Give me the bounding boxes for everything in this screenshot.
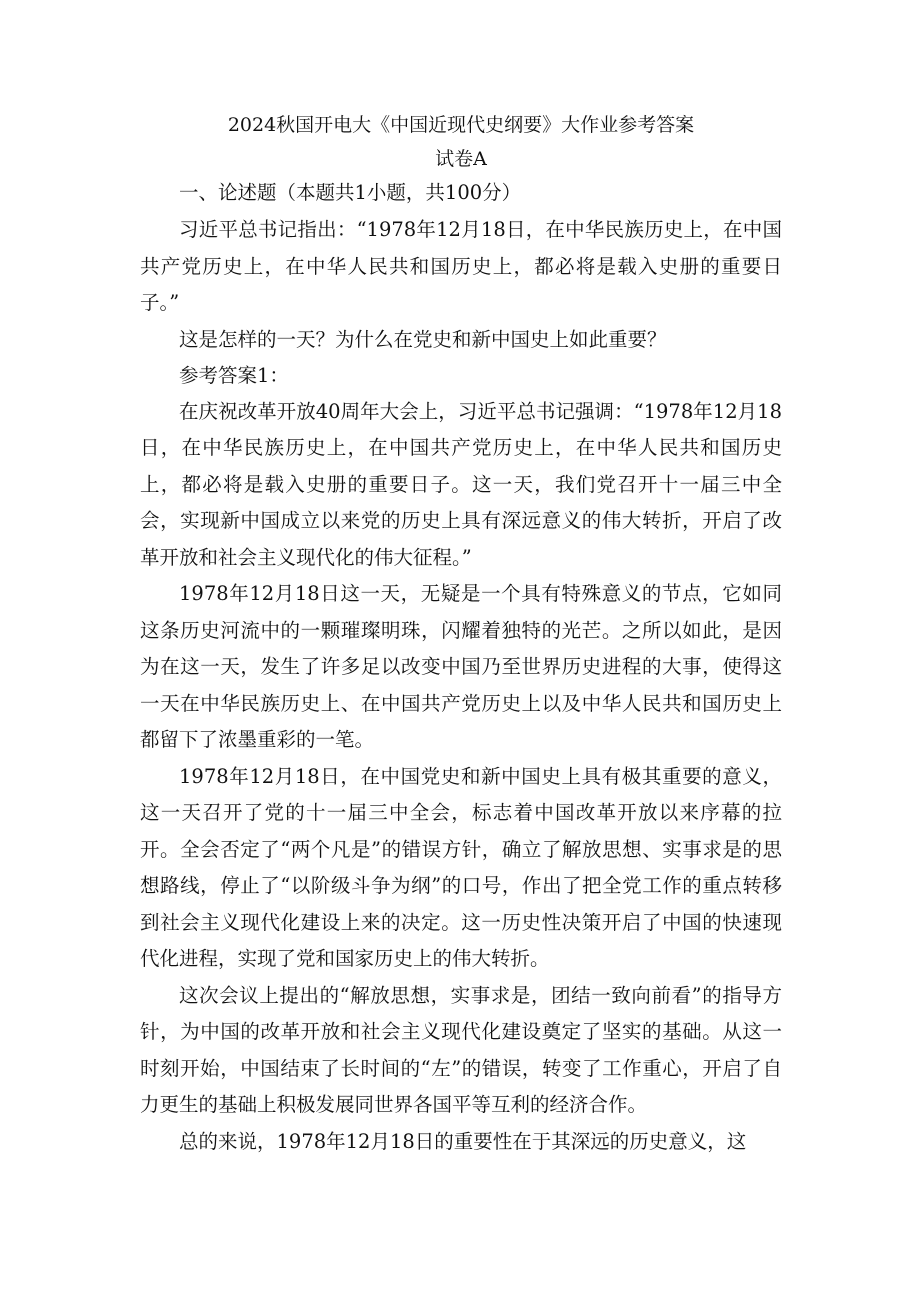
paper-label: 试卷A — [435, 148, 487, 170]
answer-paragraph-2: 1978年12月18日这一天，无疑是一个具有特殊意义的节点，它如同这条历史河流中的一颗璀璨明珠，闪耀着独特的光芒。之所以如此，是因为在这一天，发生了许多足以改变中国乃至世界历史进程的大事，使得这一天在中华民族历史上、在中国共产党历史上以及中华人民共和国历史上都留下了浓墨重彩的一笔。 — [140, 582, 782, 751]
answer-paragraph-4: 这次会议上提出的“解放思想，实事求是，团结一致向前看”的指导方针，为中国的改革开放和社会主义现代化建设奠定了坚实的基础。从这一时刻开始，中国结束了长时间的“左”的错误，转变了工作重心，开启了自力更生的基础上积极发展同世界各国平等互利的经济合作。 — [140, 983, 782, 1116]
answer-label: 参考答案1： — [179, 363, 289, 387]
question-quote: 习近平总书记指出：“1978年12月18日，在中华民族历史上，在中国共产党历史上，在中华人民共和国历史上，都必将是载入史册的重要日子。” — [140, 218, 782, 314]
answer-paragraph-3: 1978年12月18日，在中国党史和新中国史上具有极其重要的意义，这一天召开了党的十一届三中全会，标志着中国改革开放以来序幕的拉开。全会否定了“两个凡是”的错误方针，确立了解放思想、实事求是的思想路线，停止了“以阶级斗争为纲”的口号，作出了把全党工作的重点转移到社会主义现代化建设上来的决定。这一历史性决策开启了中国的快速现代化进程，实现了党和国家历史上的伟大转折。 — [140, 764, 782, 970]
answer-paragraph-5: 总的来说，1978年12月18日的重要性在于其深远的历史意义，这 — [179, 1129, 747, 1153]
answer-paragraph-1: 在庆祝改革开放40周年大会上，习近平总书记强调：“1978年12月18日，在中华民族历史上，在中国共产党历史上，在中华人民共和国历史上，都必将是载入史册的重要日子。这一天，我们党召开十一届三中全会，实现新中国成立以来党的历史上具有深远意义的伟大转折，开启了改革开放和社会主义现代化的伟大征程。” — [140, 399, 782, 569]
question-prompt: 这是怎样的一天？为什么在党史和新中国史上如此重要？ — [179, 327, 667, 351]
document-title: 2024秋国开电大《中国近现代史纲要》大作业参考答案 — [227, 114, 695, 136]
section-heading: 一、论述题（本题共1小题，共100分） — [179, 181, 522, 204]
document-body — [140, 108, 782, 1160]
